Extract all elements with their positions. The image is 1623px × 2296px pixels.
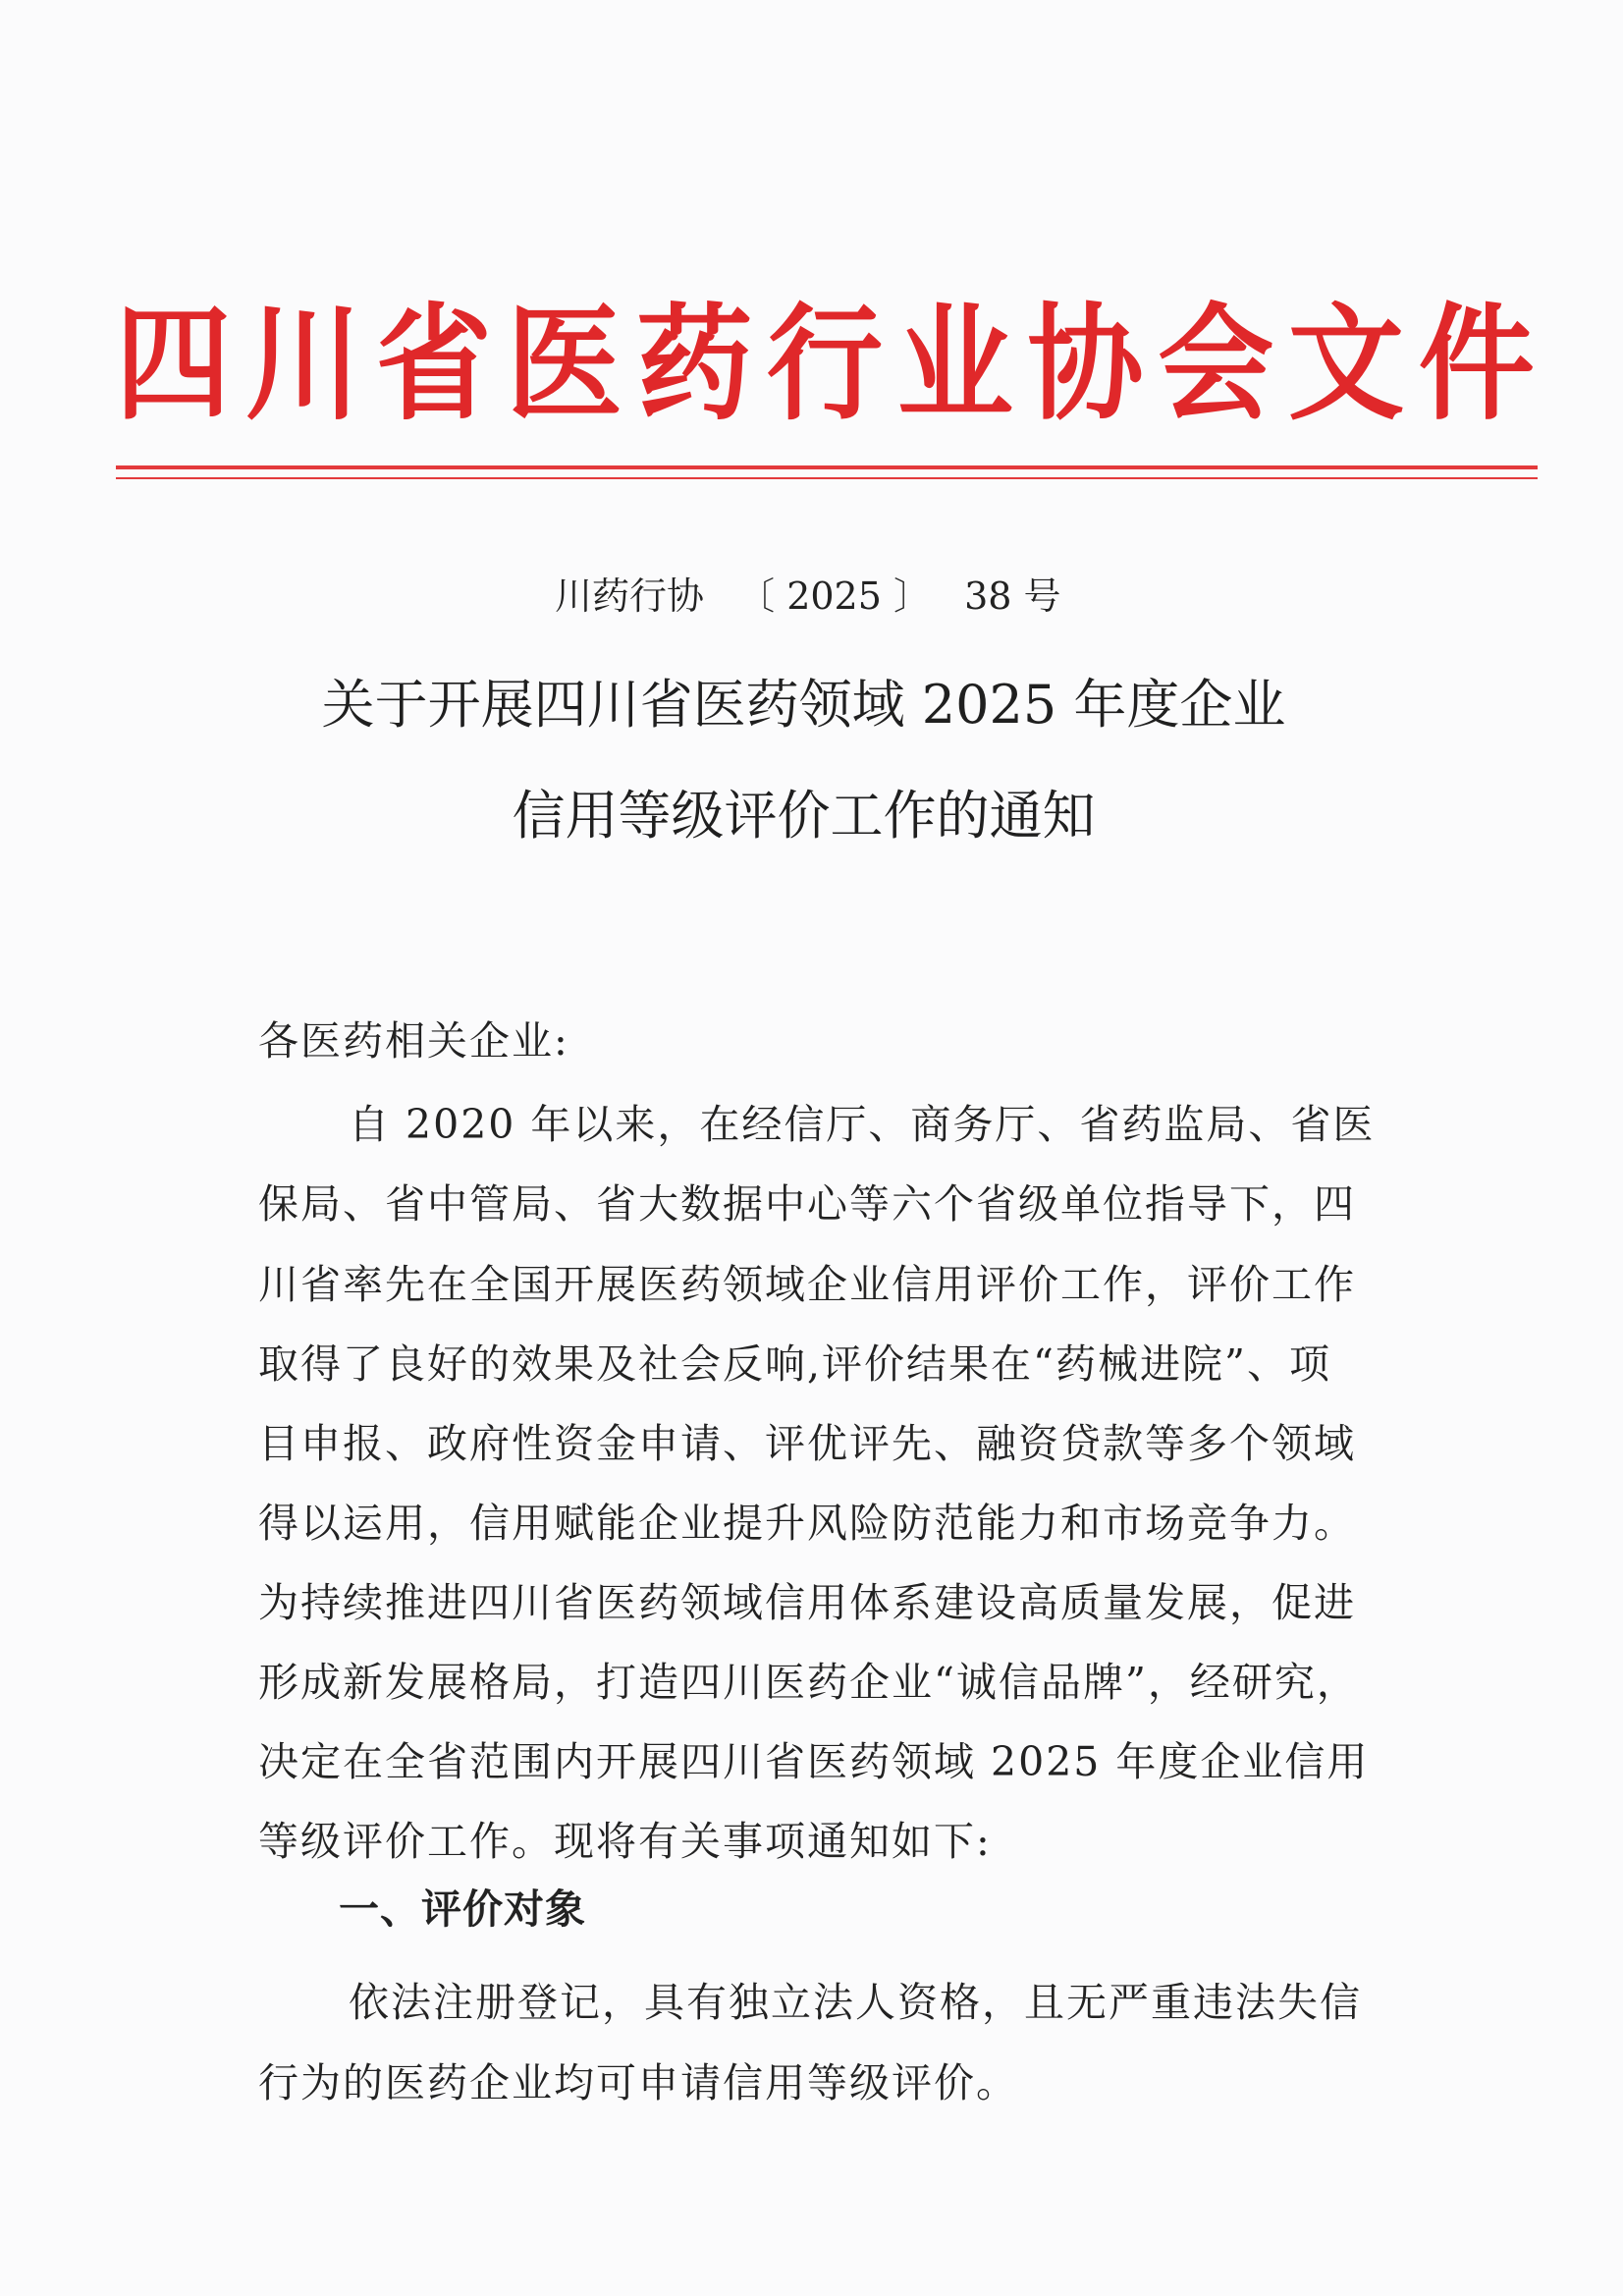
- document-number: [555, 573, 1105, 620]
- masthead-divider-thin: [116, 477, 1538, 479]
- masthead-divider-thick: [116, 465, 1538, 469]
- body-line: 取得了良好的效果及社会反响,评价结果在“药械进院”、项: [258, 1340, 1331, 1388]
- section-heading: 一、评价对象: [339, 1886, 586, 1933]
- masthead-char: 行: [767, 290, 884, 437]
- masthead-char: 药: [636, 290, 753, 437]
- body-line: 目申报、政府性资金申请、评优评先、融资贷款等多个领域: [258, 1420, 1356, 1467]
- body-line: 得以运用，信用赋能企业提升风险防范能力和市场竞争力。: [258, 1500, 1356, 1547]
- document-number-year: 〔 2025 〕: [737, 574, 931, 618]
- salutation: 各医药相关企业:: [258, 1017, 569, 1065]
- masthead-char: 业: [896, 290, 1013, 437]
- body-line: 自 2020 年以来，在经信厅、商务厅、省药监局、省医: [349, 1101, 1376, 1148]
- body-line: 依法注册登记，具有独立法人资格，且无严重违法失信: [349, 1979, 1362, 2026]
- document-masthead: [108, 284, 1542, 443]
- body-line: 为持续推进四川省医药领域信用体系建设高质量发展，促进: [258, 1579, 1356, 1626]
- masthead-char: 协: [1027, 290, 1144, 437]
- body-line: 川省率先在全国开展医药领域企业信用评价工作，评价工作: [258, 1261, 1356, 1308]
- document-title-line-2: 信用等级评价工作的通知: [512, 785, 1096, 847]
- document-number-serial: 38 号: [964, 574, 1061, 618]
- document-title-line-1: 关于开展四川省医药领域 2025 年度企业: [321, 674, 1286, 736]
- body-line: 行为的医药企业均可申请信用等级评价。: [258, 2059, 1018, 2106]
- masthead-char: 医: [506, 290, 622, 437]
- body-line: 等级评价工作。现将有关事项通知如下:: [258, 1818, 992, 1865]
- document-number-prefix: 川药行协: [555, 574, 705, 618]
- masthead-char: 会: [1158, 290, 1274, 437]
- body-line: 形成新发展格局，打造四川医药企业“诚信品牌”，经研究，: [258, 1659, 1359, 1706]
- body-line: 决定在全省范围内开展四川省医药领域 2025 年度企业信用: [258, 1738, 1370, 1785]
- masthead-char: 省: [375, 290, 492, 437]
- masthead-char: 川: [245, 290, 362, 437]
- masthead-char: 件: [1418, 290, 1535, 437]
- masthead-char: 四: [115, 290, 232, 437]
- masthead-char: 文: [1287, 290, 1404, 437]
- body-line: 保局、省中管局、省大数据中心等六个省级单位指导下，四: [258, 1180, 1356, 1228]
